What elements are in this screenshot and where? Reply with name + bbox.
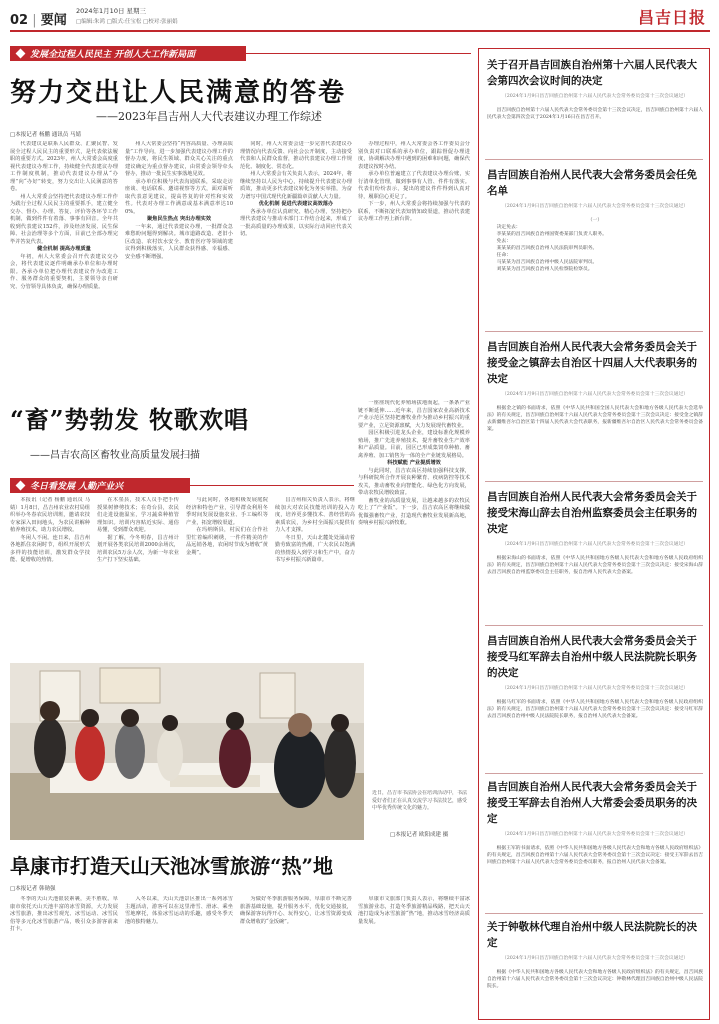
paragraph: 年初，州人大常委会召开代表建议交办会，将代表建议逐件明确承办单位和办理时限。各承办单位把办理代表建议作为改进工作、服务群众的重要契机，主要领导亲自研究、分管领导具体负责，确保办理质量。 [10,253,118,290]
notice-title: 昌吉回族自治州人民代表大会常务委员会任免名单 [487,169,697,197]
paragraph: 本报讯（记者 杨鹏 通讯员 马婧）1月8日，昌吉州农业农村局组织举办冬春农民培训班，邀请农技专家深入田间地头，为农民讲解种植养殖技术，助力农民增收。 [10,497,90,533]
notice-subtitle: （2024年1月9日昌吉回族自治州第十六届人民代表大会常务委员会第十三次会议通过） [501,204,689,209]
notice-subtitle: （2024年1月9日昌吉回族自治州第十六届人民代表大会常务委员会第十三次会议通过） [501,956,689,961]
paragraph: 各承办单位认真研究、精心办理，坚持把办理代表建议与推动本部门工作结合起来，形成了一批高质量的办理成果，以实际行动回应代表关切。 [240,208,352,237]
banner-rule [190,485,354,486]
paragraph: 某某某的昌吉回族自治州人民法院审判员职务。 [496,246,598,251]
paragraph: 根据《中华人民共和国地方各级人民代表大会和地方各级人民政府组织法》的有关规定，昌吉回族自治州第十六届人民代表大会常务委员会第十三次会议决定：钟敬林代理昌吉回族自治州中级人民法院院长。 [487,970,703,989]
paragraph: 根据宋海山的书面请求，依照《中华人民共和国地方各级人民代表大会和地方各级人民政府组织法》的有关规定，昌吉回族自治州第十六届人民代表大会常务委员会第十三次会议决定：接受宋海山辞去昌吉回族自治州监察委员会主任职务，报自治州人民代表大会备案。 [487,556,703,575]
section-subhead: 健全机制 提高办理质量 [37,246,91,252]
article4-byline: □本报记者 韩勋强 [10,886,56,892]
article3-col3 [186,497,268,659]
article3-col1 [10,497,90,659]
notice-divider [485,159,703,160]
article4-col1 [10,896,118,1016]
paragraph: 昌吉州相关负责人表示，将继续加大对农民技能培训的投入力度，培养更多懂技术、善经营的高素质农民，为乡村全面振兴提供有力人才支撑。 [275,497,355,533]
notice-divider [485,331,703,332]
paragraph: 昌吉回族自治州第十六届人民代表大会常务委员会第十三次会议决定，昌吉回族自治州第十六届人民代表大会第四次会议于2024年1月16日在昌吉召开。 [487,108,703,120]
notice-body [487,699,703,741]
notice-divider [485,913,703,914]
notice-subtitle: （2024年1月9日昌吉回族自治州第十六届人民代表大会常务委员会第十三次会议通过） [501,94,689,99]
paragraph: 冬日里，天山北麓处处涌动着勤劳致富的热潮，广大农民以饱满的热情投入到学习和生产中，奋力书写乡村振兴新篇章。 [275,534,355,563]
paragraph: 承办单位积极与代表沟通联系，采取走访座谈、电话联系、邀请视察等方式，面对面听取代表意见建议，提高答复的针对性和实效性。代表对办理工作满意或基本满意率达100%。 [125,178,233,215]
paragraph: 为做好冬季旅游服务保障，阜康市不断完善旅游基础设施，提升服务水平，优化交通接驳，确保游客玩得开心、玩得安心，让冰雪资源变成群众增收的“金饭碗”。 [240,896,352,925]
notice-title: 关于钟敬林代理自治州中级人民法院院长的决定 [487,921,697,949]
photo-credit: □本报记者 欧阳成建 摄 [390,832,449,838]
notice-body [487,405,703,447]
paragraph: 据了解，今冬明春，昌吉州计划开展各类农民培训2000余场次，培训农民5万余人次，为新一年农业生产打下坚实基础。 [97,534,179,563]
paragraph: 冬季的天山天池银装素裹，美不胜收。阜康市依托天山天池丰富的冰雪资源，大力发展冰雪旅游，推出冰雪观光、冰雪运动、冰雪民俗等多元化冰雪旅游产品，吸引众多游客前来打卡。 [10,896,118,932]
paragraph: 根据马红军的书面请求，依照《中华人民共和国地方各级人民代表大会和地方各级人民政府组织法》的有关规定，昌吉回族自治州第十六届人民代表大会常务委员会第十三次会议决定：接受马红军辞去昌吉回族自治州中级人民法院院长职务，报自治州人民代表大会备案。 [487,700,703,719]
article2-subtitle: ——昌吉农高区畜牧业高质量发展扫描 [30,450,200,461]
article3-col4 [275,497,355,659]
section-subhead: 优化机制 促进代表建议高效落办 [258,201,334,207]
newspaper-logo: 昌吉日报 [638,8,707,27]
notice-subtitle: （2024年1月9日昌吉回族自治州第十六届人民代表大会常务委员会第十三次会议通过） [501,392,689,397]
staff-line: □编辑:朱鸿 □版式:任宝松 □校对:张丽娟 [76,19,178,25]
paragraph: 根据王军的书面请求，依照《中华人民共和国地方各级人民代表大会和地方各级人民政府组织法》的有关规定，昌吉回族自治州第十六届人民代表大会常务委员会第十三次会议决定：接受王军辞去昌吉回族自治州第十六届人民代表大会常务委员会委员职务，报自治州人民代表大会备案。 [487,846,703,865]
paragraph: 决定免去： [496,225,521,230]
header-divider [10,30,710,32]
article1-subtitle: ——2023年昌吉州人大代表建议办理工作综述 [96,110,322,123]
article1-col2 [125,141,233,393]
paragraph: 与此同时，昌吉农高区持续加强科技支撑，与科研院所合作开展良种繁育、疫病防控等技术攻关，推动畜牧业向智能化、绿色化方向发展，带动农牧民增收致富。 [358,467,470,496]
news-photo-calligraphy [10,663,364,840]
notice-title: 昌吉回族自治州人民代表大会常务委员会关于接受王军辞去自治州人大常委会委员职务的决定 [487,781,697,825]
notice-title: 昌吉回族自治州人民代表大会常务委员会关于接受宋海山辞去自治州监察委员会主任职务的决定 [487,491,697,535]
paragraph: 州人大常委会坚持把代表建议办理工作作为践行全过程人民民主的重要抓手，建立健全交办、督办、办理、答复、评价等各环节工作机制，做到件件有着落、事事有回音。全年共收到代表建议152件，涉及经济发展、民生保障、社会治理等多个方面，目前已全部办理完毕并答复代表。 [10,193,118,245]
notice-divider [485,773,703,774]
paragraph: 同时，州人大常委会进一步完善代表建议办理情况向代表反馈、向社会公开制度，主动接受代表和人民群众监督，推动代表建议办理工作规范化、制度化、常态化。 [240,141,352,170]
notice-body [487,555,703,591]
notice-7 [487,919,703,999]
article3-col2 [97,497,179,659]
paragraph: 州人大常委会有关负责人表示，2024年，将继续坚持以人民为中心，持续提升代表建议办理质效，推动更多代表建议转化为务实举措，为奋力谱写中国式现代化新疆篇章贡献人大力量。 [240,171,352,200]
notice-body [487,107,703,131]
paragraph: 承办单位普遍建立了代表建议办理台账，实行清单化管理，做到事事有人管、件件有落实。代表们纷纷表示，提出的建议件件得到认真对待，履职信心更足了。 [358,171,470,200]
notice-title: 昌吉回族自治州人民代表大会常务委员会关于接受金之镇辞去自治区十四届人大代表职务的决定 [487,341,697,385]
date-line: 2024年1月10日 星期三 [76,7,147,15]
notice-body [487,845,703,885]
article1-headline: 努力交出让人民满意的答卷 [10,78,347,108]
right-column-notices [478,48,710,1020]
paragraph: 与此同时，各地积极发展庭院经济和特色产业，引导群众利用冬季时间发展设施农业、手工编织等产业，拓宽增收渠道。 [186,497,268,526]
section-subhead: 聚焦民生热点 突出办理实效 [146,216,212,222]
paragraph: 李某某的昌吉回族自治州国资委某部门负责人职务。 [496,232,607,237]
notice-1 [487,57,703,131]
notice-body [487,217,703,289]
notice-divider [485,481,703,482]
article4-col3 [240,896,352,1016]
paragraph: 一座座现代化养殖场拔地而起，一条条产业链不断延伸……近年来，昌吉国家农业高新技术产业示范区坚持把畜牧业作为推动乡村振兴的重要产业，立足资源禀赋，大力发展现代畜牧业。 [358,400,470,429]
paragraph: 入冬以来，天山天池景区推出一系列冰雪主题活动，游客可以在这里滑雪、滑冰、乘坐雪地摩托，体验冰雪运动的乐趣，感受冬季天池的独特魅力。 [125,896,233,925]
paragraph: 下一步，州人大常委会将持续加强与代表的联系，不断拓宽代表知情知政渠道，推动代表建议办理工作再上新台阶。 [358,201,470,222]
banner-rule [246,53,471,54]
notice-subtitle: （2024年1月9日昌吉回族自治州第十六届人民代表大会常务委员会第十三次会议通过） [501,542,689,547]
notice-title: 昌吉回族自治州人民代表大会常务委员会关于接受马红军辞去自治州中级人民法院院长职务的决定 [487,635,697,679]
photo-caption: 近日，昌吉市书法协会在培训活动中，书法爱好者们正在认真交流学习书法技艺，感受中华优秀传统文化的魅力。 [372,790,468,811]
article2-headline: “畜”势勃发 牧歌欢唱 [10,405,249,434]
page-number: 02 | 要闻 [10,13,67,28]
article1-byline: □本报记者 杨鹏 通讯员 马婧 [10,132,81,138]
notice-5 [487,633,703,741]
notice-3 [487,339,703,447]
notice-subtitle: （2024年1月9日昌吉回族自治州第十六届人民代表大会常务委员会第十三次会议通过） [501,686,689,691]
paragraph: 代表建议是联系人民群众、汇聚民智、发展全过程人民民主的重要形式，是代表依法履职的重要方式。2023年，州人大常委会高度重视代表建议办理工作，持续健全代表建议办理工作制度机制，推动代表建议办理从“办理”向“办好”转变，努力交出让人民满意的答卷。 [10,141,118,192]
notice-body [487,969,703,999]
article4-col4 [358,896,470,1016]
notice-divider [485,625,703,626]
paragraph: 在玛纳斯县，村民们在合作社里忙着编织刺绣，一件件精美的作品远销各地，农闲时节成为增收“黄金期”。 [186,527,268,556]
paragraph: （一） [587,218,603,223]
paragraph: 畜牧业的高质量发展，让越来越多的农牧民吃上了“产业饭”。下一步，昌吉农高区将继续做优做强畜牧产业，打造现代畜牧业发展新高地，奏响乡村振兴新牧歌。 [358,497,470,526]
article4-col2 [125,896,233,1016]
section-banner-people-congress: 发展全过程人民民主 开创人大工作新局面 [10,46,246,61]
notice-4 [487,489,703,591]
paragraph: 州人大常委会坚持“内容高质量、办理高质量”工作导向，进一步加强代表建议办理工作的督办力度，将民生领域、群众关心关注的重点建议确定为重点督办建议，由常委会领导牵头督办，推动一批民生实事落地见效。 [125,141,233,177]
paragraph: 免去： [496,239,511,244]
section-banner-winter: 冬日看发展 人勤产业兴 [10,478,190,493]
paragraph: 任命： [496,253,511,258]
paragraph: 阜康市文旅部门负责人表示，将继续丰富冰雪旅游业态，打造冬季旅游精品线路，把天山天池打造成为冰雪旅游“热”地，推动冰雪经济高质量发展。 [358,896,470,925]
notice-2 [487,167,703,289]
photo-illustration [10,663,364,840]
notice-subtitle: （2024年1月9日昌吉回族自治州第十六届人民代表大会常务委员会第十三次会议通过） [501,832,689,837]
paragraph: 在木垒县，技术人员手把手传授果树修剪技术；在奇台县，农民们走进设施温室，学习蔬菜种植管理知识。培训内容贴近实际、通俗易懂，受到群众欢迎。 [97,497,179,533]
article2-col [358,400,470,670]
paragraph: 刘某某为昌吉回族自治州人民检察院检察员。 [496,267,593,272]
page-header [0,0,719,30]
section-subhead: 科技赋能 产业提质增效 [387,460,441,466]
article1-col3 [240,141,352,393]
notice-title: 关于召开昌吉回族自治州第十六届人民代表大会第四次会议时间的决定 [487,59,697,87]
paragraph: 办理过程中，州人大常委会各工作委员会分别负责对口联系的承办单位，跟踪督促办理进度，协调解决办理中遇到的困难和问题，确保代表建议按时办结。 [358,141,470,170]
article4-headline: 阜康市打造天山天池冰雪旅游“热”地 [10,854,334,878]
paragraph: 根据金之镇的书面请求，依照《中华人民共和国全国人民代表大会和地方各级人民代表大会选举法》的有关规定，昌吉回族自治州第十六届人民代表大会常务委员会第十三次会议决定：接受金之镇辞去新疆维吾尔自治区第十四届人民代表大会代表职务，报新疆维吾尔自治区人民代表大会常务委员会备案。 [487,406,703,432]
paragraph: 马某某为昌吉回族自治州中级人民法院审判员。 [496,260,598,265]
paragraph: 冬闲人不闲。连日来，昌吉州各地抓住农闲时节，组织开展形式多样的技能培训，激发群众学技能、促增收的热情。 [10,534,90,563]
article1-col4 [358,141,470,393]
paragraph: 一年来，通过代表建议办理，一批群众急难愁盼问题得到解决。城市道路改造、老旧小区改造、农村饮水安全、教育医疗等领域的建议得到积极落实，人民群众获得感、幸福感、安全感不断增强。 [125,223,233,260]
notice-6 [487,779,703,885]
article1-col1 [10,141,118,393]
paragraph: 园区积极引进龙头企业，建设标准化规模养殖场，推广先进养殖技术，提升畜牧业生产效率和产品质量。目前，园区已形成集饲草种植、畜禽养殖、加工销售为一体的全产业链发展格局。 [358,430,470,459]
